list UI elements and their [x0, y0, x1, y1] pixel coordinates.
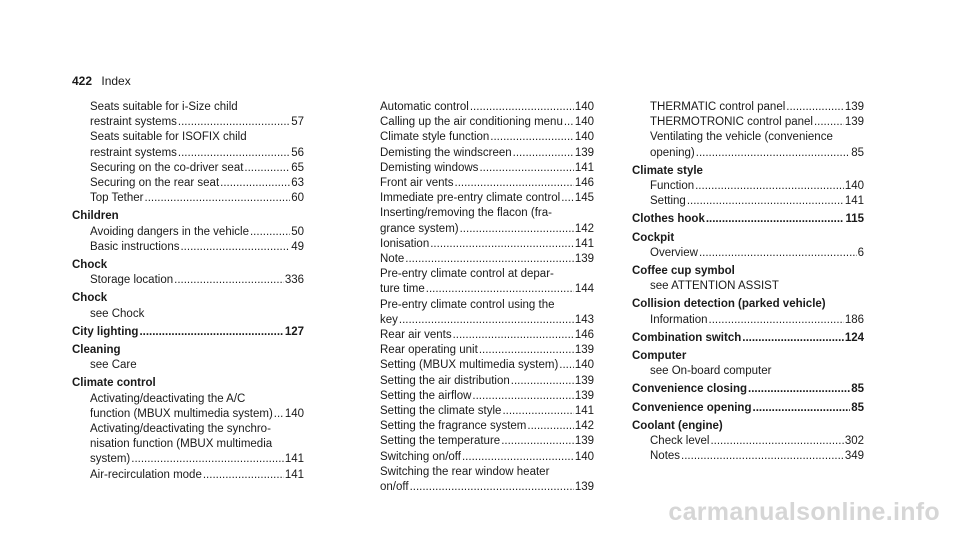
index-heading — [632, 328, 864, 346]
page-reference: 141 — [574, 237, 594, 250]
index-subentry — [362, 389, 594, 404]
page-reference: 124 — [844, 331, 864, 344]
dot-leader — [696, 146, 850, 161]
index-subentry — [362, 176, 594, 191]
page-reference: 142 — [574, 222, 594, 235]
dot-leader — [453, 328, 574, 343]
index-subentry — [632, 100, 864, 115]
page-reference: 140 — [284, 407, 304, 420]
entry-text: Information — [650, 313, 708, 326]
index-subentry — [72, 273, 304, 288]
dot-leader — [430, 237, 574, 252]
dot-leader — [472, 389, 573, 404]
section-title: Index — [101, 74, 131, 88]
page-reference: 186 — [844, 313, 864, 326]
dot-leader — [709, 313, 844, 328]
entry-text: Storage location — [90, 274, 174, 287]
page-reference: 146 — [574, 177, 594, 190]
dot-leader — [131, 452, 284, 467]
page-reference: 141 — [574, 405, 594, 418]
dot-leader — [490, 130, 574, 145]
dot-leader — [250, 225, 290, 240]
dot-leader — [244, 161, 290, 176]
page-reference: 127 — [284, 325, 304, 338]
dot-leader — [501, 434, 574, 449]
dot-leader — [527, 419, 573, 434]
index-subentry — [362, 237, 594, 252]
dot-leader — [564, 115, 574, 130]
page-reference: 57 — [291, 116, 304, 129]
index-subentry — [72, 176, 304, 191]
entry-text: Demisting windows — [380, 161, 479, 174]
entry-text: Immediate pre-entry climate control — [380, 192, 561, 205]
page-reference: 139 — [574, 374, 594, 387]
index-subentry — [632, 434, 864, 449]
index-subentry — [362, 146, 594, 161]
page-number: 422 — [72, 74, 93, 88]
page-reference: 60 — [291, 192, 304, 205]
entry-text: Rear operating unit — [380, 344, 478, 357]
entry-text: Calling up the air conditioning menu — [380, 116, 563, 129]
entry-text: Convenience closing — [632, 383, 748, 396]
page-reference: 141 — [284, 453, 304, 466]
index-subentry — [362, 100, 594, 115]
entry-text: ture time — [380, 283, 425, 296]
entry-text: Combination switch — [632, 331, 742, 344]
dot-leader — [710, 434, 843, 449]
dot-leader — [455, 176, 574, 191]
page-reference: 141 — [844, 195, 864, 208]
dot-leader — [513, 146, 574, 161]
dot-leader — [687, 194, 844, 209]
entry-text: opening) — [650, 146, 695, 159]
index-subentry: Inserting/removing the flacon (fra- — [380, 207, 552, 220]
entry-text: Setting the climate style — [380, 405, 502, 418]
dot-leader — [742, 331, 844, 346]
page-reference: 143 — [574, 313, 594, 326]
dot-leader — [220, 176, 290, 191]
entry-text: Securing on the co-driver seat — [90, 161, 244, 174]
dot-leader — [178, 146, 290, 161]
page-reference: 140 — [844, 180, 864, 193]
page-reference: 139 — [844, 101, 864, 113]
page-reference: 140 — [574, 131, 594, 144]
index-subentry: Activating/deactivating the synchro- — [90, 423, 271, 436]
entry-text: restraint systems — [90, 116, 177, 129]
index-subentry — [362, 313, 594, 328]
index-subentry — [362, 222, 594, 237]
index-subentry: nisation function (MBUX multimedia — [90, 438, 273, 451]
index-subentry — [632, 146, 864, 161]
dot-leader — [145, 191, 291, 206]
index-subentry — [362, 419, 594, 434]
index-subentry — [362, 434, 594, 449]
entry-text: Setting the fragrance system — [380, 420, 527, 433]
index-subentry: see On-board computer — [650, 365, 772, 378]
entry-text: function (MBUX multimedia system) — [90, 407, 273, 420]
index-subentry — [362, 252, 594, 267]
page-reference: 336 — [284, 274, 304, 287]
page-reference: 63 — [291, 177, 304, 190]
entry-text: City lighting — [72, 325, 139, 338]
index-subentry — [632, 313, 864, 328]
index-subentry: see Care — [90, 359, 137, 372]
index-heading: Climate style — [632, 164, 703, 177]
page-reference: 145 — [574, 192, 594, 205]
entry-text: on/off — [380, 481, 409, 494]
page-reference: 85 — [851, 146, 864, 159]
page-reference: 49 — [291, 240, 304, 253]
index-subentry — [72, 407, 304, 422]
dot-leader — [399, 313, 574, 328]
dot-leader — [695, 179, 844, 194]
index-heading — [632, 398, 864, 416]
index-subentry — [362, 374, 594, 389]
index-subentry — [362, 328, 594, 343]
index-subentry — [362, 130, 594, 145]
index-subentry — [362, 358, 594, 373]
index-subentry: Switching the rear window heater — [380, 465, 550, 478]
entry-text: Basic instructions — [90, 240, 180, 253]
dot-leader — [470, 100, 574, 115]
entry-text: grance system) — [380, 222, 459, 235]
index-subentry — [632, 194, 864, 209]
page-reference: 139 — [574, 253, 594, 266]
dot-leader — [479, 343, 574, 358]
index-subentry — [72, 161, 304, 176]
dot-leader — [479, 161, 573, 176]
entry-text: Clothes hook — [632, 213, 705, 226]
entry-text: Automatic control — [380, 101, 469, 113]
dot-leader — [681, 449, 844, 464]
page-reference: 146 — [574, 329, 594, 342]
index-subentry: see Chock — [90, 307, 145, 320]
dot-leader — [502, 404, 573, 419]
dot-leader — [174, 273, 284, 288]
dot-leader — [426, 282, 574, 297]
index-heading: Collision detection (parked vehicle) — [632, 298, 826, 311]
index-subentry — [72, 225, 304, 240]
entry-text: Function — [650, 180, 695, 193]
entry-text: Setting the air distribution — [380, 374, 510, 387]
index-heading: Coffee cup symbol — [632, 265, 735, 278]
page-reference: 65 — [291, 161, 304, 174]
page-reference: 139 — [844, 116, 864, 129]
dot-leader — [561, 191, 574, 206]
page-reference: 85 — [851, 401, 864, 414]
entry-text: Rear air vents — [380, 329, 452, 342]
index-subentry — [632, 246, 864, 261]
entry-text: Demisting the windscreen — [380, 146, 512, 159]
page-reference: 140 — [574, 116, 594, 129]
entry-text: Switching on/off — [380, 450, 461, 463]
index-subentry — [632, 179, 864, 194]
index-heading: Cleaning — [72, 344, 121, 357]
entry-text: Setting (MBUX multimedia system) — [380, 359, 559, 372]
dot-leader — [814, 115, 844, 130]
index-subentry — [362, 282, 594, 297]
index-subentry — [72, 452, 304, 467]
index-subentry — [72, 146, 304, 161]
page-reference: 139 — [574, 389, 594, 402]
dot-leader — [753, 401, 851, 416]
dot-leader — [699, 246, 857, 261]
index-subentry: Seats suitable for ISOFIX child — [90, 131, 247, 144]
entry-text: Note — [380, 253, 405, 266]
entry-text: THERMATIC control panel — [650, 101, 786, 113]
index-subentry: Pre-entry climate control at depar- — [380, 268, 554, 281]
page-reference: 6 — [857, 246, 864, 259]
index-heading: Chock — [72, 259, 108, 272]
index-subentry — [72, 468, 304, 483]
index-subentry — [362, 450, 594, 465]
page-reference: 56 — [291, 146, 304, 159]
entry-text: Securing on the rear seat — [90, 177, 220, 190]
entry-text: THERMOTRONIC control panel — [650, 116, 813, 129]
page-reference: 139 — [574, 146, 594, 159]
index-heading: Coolant (engine) — [632, 419, 723, 432]
index-subentry — [72, 240, 304, 255]
index-subentry — [362, 115, 594, 130]
page-reference: 141 — [284, 468, 304, 481]
dot-leader — [559, 358, 574, 373]
index-subentry — [362, 404, 594, 419]
page-reference: 140 — [574, 450, 594, 463]
entry-text: Overview — [650, 246, 698, 259]
entry-text: Avoiding dangers in the vehicle — [90, 225, 249, 238]
page-reference: 140 — [574, 359, 594, 372]
entry-text: Ionisation — [380, 237, 430, 250]
index-subentry: see ATTENTION ASSIST — [650, 280, 779, 293]
page-reference: 139 — [574, 435, 594, 448]
index-subentry: Seats suitable for i-Size child — [90, 101, 238, 113]
dot-leader — [274, 407, 284, 422]
dot-leader — [180, 240, 290, 255]
index-subentry — [72, 191, 304, 206]
page-reference: 115 — [845, 213, 864, 226]
dot-leader — [460, 222, 574, 237]
index-heading — [72, 322, 304, 340]
entry-text: Convenience opening — [632, 401, 752, 414]
entry-text: key — [380, 313, 398, 326]
entry-text: Setting — [650, 195, 686, 208]
entry-text: Front air vents — [380, 177, 454, 190]
index-subentry — [362, 191, 594, 206]
index-subentry — [362, 343, 594, 358]
entry-text: system) — [90, 453, 131, 466]
entry-text: Setting the temperature — [380, 435, 501, 448]
dot-leader — [178, 115, 290, 130]
page-reference: 302 — [844, 435, 864, 448]
index-heading: Children — [72, 210, 119, 223]
page-reference: 139 — [574, 344, 594, 357]
entry-text: Air-recirculation mode — [90, 468, 202, 481]
index-column-3 — [632, 100, 864, 464]
index-heading: Cockpit — [632, 231, 675, 244]
page-reference: 50 — [291, 225, 304, 238]
index-subentry: Activating/deactivating the A/C — [90, 392, 246, 405]
page-reference: 85 — [851, 383, 864, 396]
dot-leader — [203, 468, 284, 483]
dot-leader — [462, 450, 574, 465]
dot-leader — [511, 374, 574, 389]
index-subentry — [632, 449, 864, 464]
dot-leader — [139, 325, 283, 340]
entry-text: Climate style function — [380, 131, 490, 144]
entry-text: Check level — [650, 435, 710, 448]
index-heading — [632, 379, 864, 397]
page-reference: 142 — [574, 420, 594, 433]
page-header — [72, 74, 131, 88]
index-subentry: Pre-entry climate control using the — [380, 298, 555, 311]
index-heading: Chock — [72, 292, 108, 305]
page-reference: 141 — [574, 161, 594, 174]
page-reference: 144 — [574, 283, 594, 296]
page-reference: 139 — [574, 481, 594, 494]
index-subentry — [362, 161, 594, 176]
dot-leader — [706, 212, 845, 227]
entry-text: Notes — [650, 450, 681, 463]
entry-text: Setting the airflow — [380, 389, 472, 402]
dot-leader — [748, 382, 850, 397]
entry-text: Top Tether — [90, 192, 144, 205]
dot-leader — [786, 100, 844, 115]
page-reference: 349 — [844, 450, 864, 463]
index-subentry — [72, 115, 304, 130]
watermark: carmanualsonline.info — [668, 498, 940, 526]
dot-leader — [410, 480, 574, 495]
index-column-2 — [362, 100, 594, 495]
index-subentry: Ventilating the vehicle (convenience — [650, 131, 833, 144]
page-reference: 140 — [574, 101, 594, 113]
index-subentry — [362, 480, 594, 495]
index-heading: Climate control — [72, 377, 156, 390]
index-subentry — [632, 115, 864, 130]
dot-leader — [405, 252, 574, 267]
index-heading — [632, 209, 864, 227]
index-column-1 — [72, 100, 304, 483]
entry-text: restraint systems — [90, 146, 177, 159]
index-heading: Computer — [632, 350, 687, 363]
